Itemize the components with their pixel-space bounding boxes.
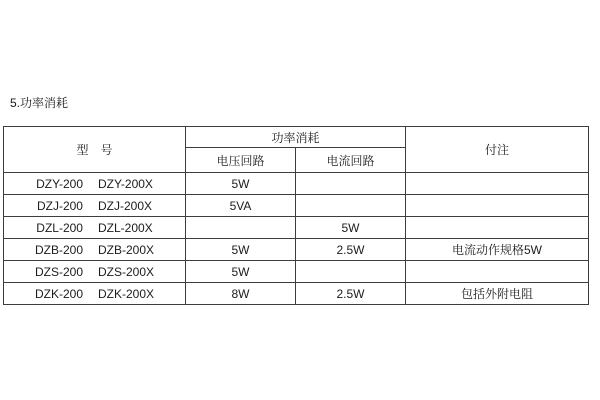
note-cell: 包括外附电阻 [406, 283, 589, 305]
table-row [4, 283, 589, 305]
table-row [4, 261, 589, 283]
power-consumption-table [3, 126, 589, 305]
model-name-variant: DZL-200X [97, 220, 153, 235]
current-circuit-cell [296, 261, 406, 283]
section-title: 5.功率消耗 [10, 96, 69, 110]
model-name: DZL-200 [36, 220, 83, 235]
voltage-circuit-cell: 5VA [186, 195, 296, 217]
header-voltage-circuit: 电压回路 [186, 148, 296, 173]
note-cell [406, 261, 589, 283]
voltage-circuit-cell: 5W [186, 173, 296, 195]
header-model: 型 号 [4, 127, 186, 173]
model-cell [4, 195, 186, 217]
model-cell [4, 283, 186, 305]
table-row [4, 173, 589, 195]
model-name: DZS-200 [34, 264, 83, 279]
model-name: DZY-200 [36, 176, 83, 191]
header-note: 付注 [406, 127, 589, 173]
table-row [4, 195, 589, 217]
current-circuit-cell: 2.5W [296, 283, 406, 305]
table-row [4, 239, 589, 261]
current-circuit-cell: 5W [296, 217, 406, 239]
model-name-variant: DZJ-200X [97, 198, 153, 213]
note-cell [406, 195, 589, 217]
model-name: DZK-200 [34, 286, 83, 301]
current-circuit-cell [296, 195, 406, 217]
current-circuit-cell [296, 173, 406, 195]
note-cell: 电流动作规格5W [406, 239, 589, 261]
model-cell [4, 261, 186, 283]
table-row [4, 217, 589, 239]
model-name-variant: DZB-200X [98, 242, 155, 257]
model-name-variant: DZY-200X [98, 176, 153, 191]
current-circuit-cell: 2.5W [296, 239, 406, 261]
model-cell [4, 173, 186, 195]
model-name: DZJ-200 [36, 198, 83, 213]
header-power-group: 功率消耗 [186, 127, 406, 148]
note-cell [406, 217, 589, 239]
note-cell [406, 173, 589, 195]
model-name-variant: DZK-200X [98, 286, 155, 301]
voltage-circuit-cell: 5W [186, 239, 296, 261]
voltage-circuit-cell: 5W [186, 261, 296, 283]
model-name-variant: DZS-200X [98, 264, 155, 279]
model-cell [4, 217, 186, 239]
voltage-circuit-cell [186, 217, 296, 239]
header-current-circuit: 电流回路 [296, 148, 406, 173]
model-name: DZB-200 [34, 242, 83, 257]
header-row-top [4, 127, 589, 148]
voltage-circuit-cell: 8W [186, 283, 296, 305]
model-cell [4, 239, 186, 261]
